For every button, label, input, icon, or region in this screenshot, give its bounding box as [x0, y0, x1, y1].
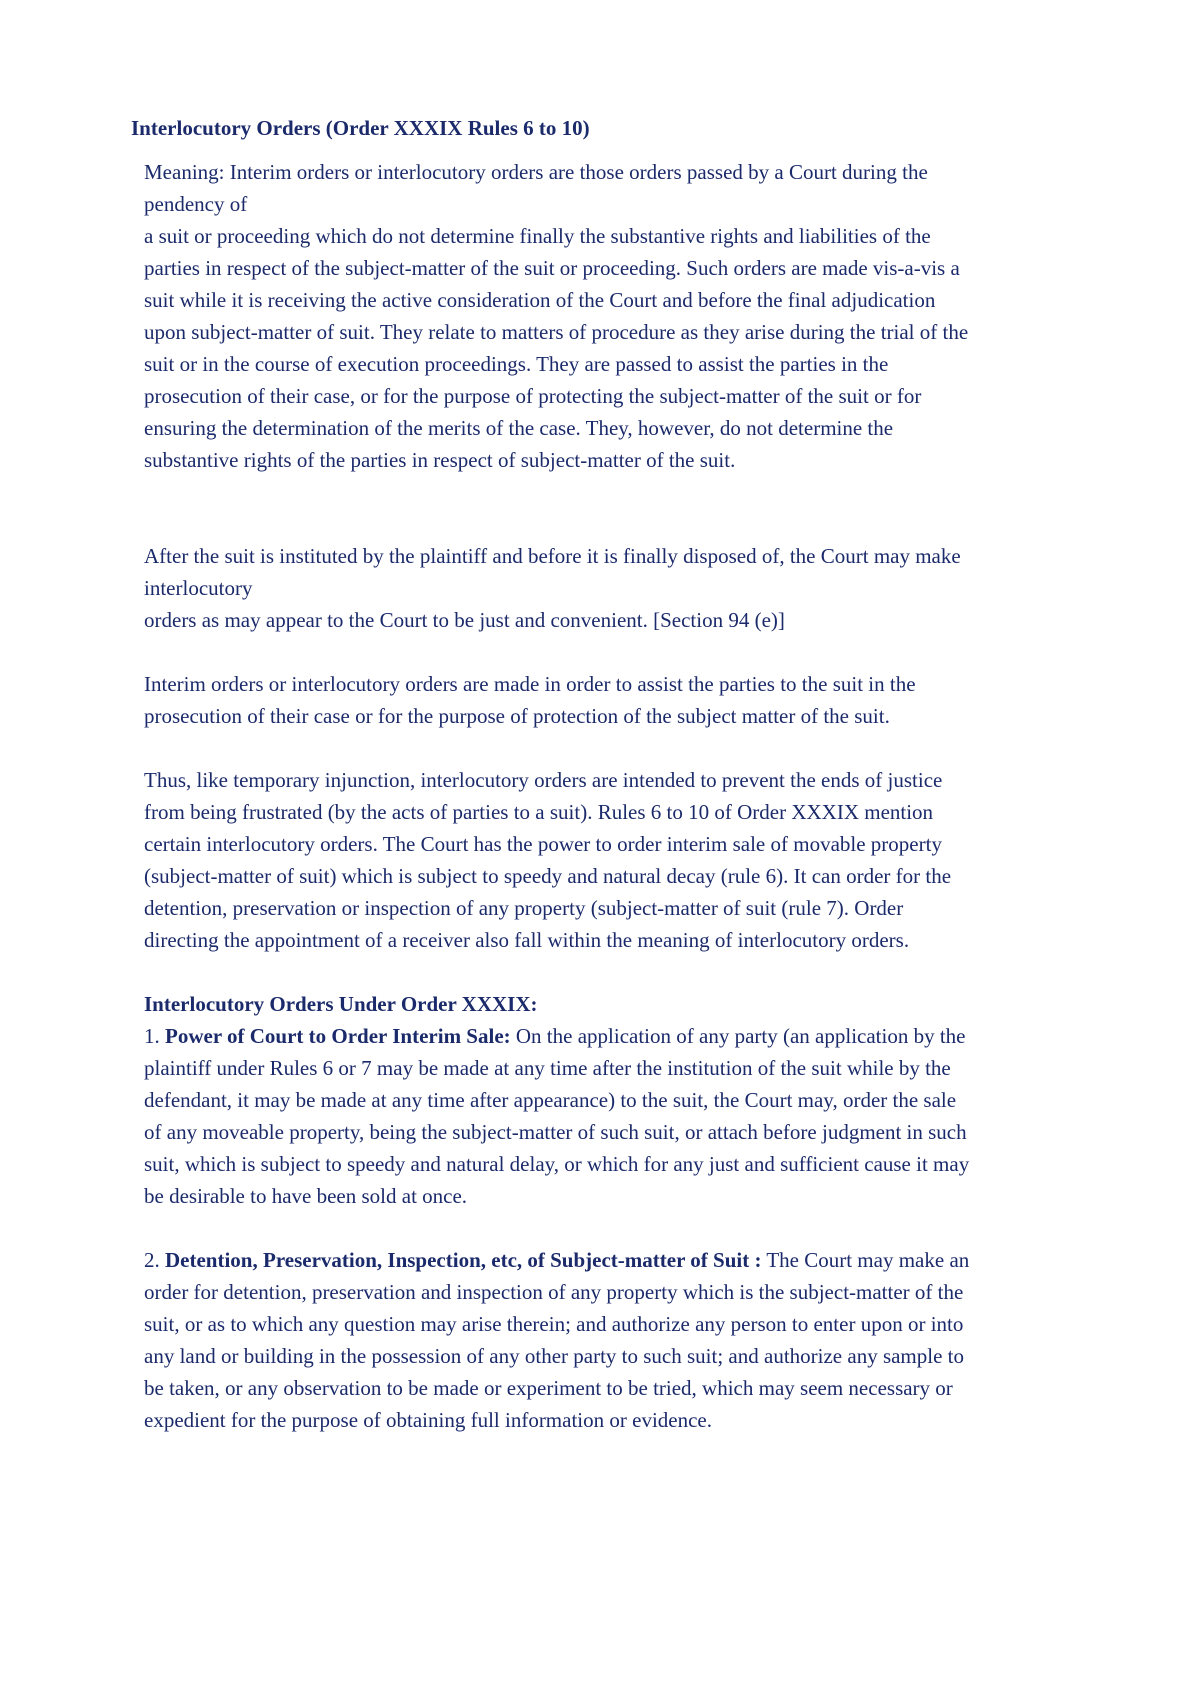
interim-paragraph	[144, 668, 1104, 732]
after-suit-paragraph	[144, 540, 1104, 636]
text-line: order for detention, preservation and inspection of any property which is the subject-matter of the	[144, 1280, 964, 1304]
text-line: ensuring the determination of the merits of the case. They, however, do not determine the	[144, 416, 894, 440]
section-heading	[144, 988, 1104, 1020]
item-heading: Power of Court to Order Interim Sale:	[165, 1024, 511, 1048]
text-line: suit, or as to which any question may arise therein; and authorize any person to enter upon or into	[144, 1312, 964, 1336]
item-1	[144, 1020, 1104, 1212]
meaning-paragraph	[144, 156, 1104, 476]
text-line: of any moveable property, being the subject-matter of such suit, or attach before judgment in such	[144, 1120, 967, 1144]
thus-paragraph	[144, 764, 1104, 956]
item-text: On the application of any party (an application by the	[510, 1024, 966, 1048]
text-line: upon subject-matter of suit. They relate to matters of procedure as they arise during the trial of the	[144, 320, 969, 344]
interim-text	[144, 668, 1104, 732]
text-line: suit or in the course of execution proceedings. They are passed to assist the parties in the	[144, 352, 889, 376]
text-line: plaintiff under Rules 6 or 7 may be made at any time after the institution of the suit while by the	[144, 1056, 951, 1080]
text-line: be desirable to have been sold at once.	[144, 1184, 468, 1208]
text-line: defendant, it may be made at any time after appearance) to the suit, the Court may, order the sale	[144, 1088, 957, 1112]
text-line: prosecution of their case, or for the purpose of protecting the subject-matter of the suit or for	[144, 384, 922, 408]
text-line: prosecution of their case or for the purpose of protection of the subject matter of the suit.	[144, 704, 890, 728]
text-line: (subject-matter of suit) which is subject to speedy and natural decay (rule 6). It can order for the	[144, 864, 952, 888]
text-line: be taken, or any observation to be made or experiment to be tried, which may seem necessary or	[144, 1376, 953, 1400]
item-2-paragraph	[144, 1244, 1104, 1436]
text-line: any land or building in the possession of any other party to such suit; and authorize any sample to	[144, 1344, 965, 1368]
text-line: suit, which is subject to speedy and natural delay, or which for any just and sufficient cause it may	[144, 1152, 970, 1176]
section-heading-text: Interlocutory Orders Under Order XXXIX:	[144, 992, 538, 1016]
text-line: a suit or proceeding which do not determine finally the substantive rights and liabilities of the	[144, 224, 931, 248]
thus-text	[144, 764, 1104, 956]
item-text: The Court may make an	[761, 1248, 970, 1272]
text-line: suit while it is receiving the active consideration of the Court and before the final adjudication	[144, 288, 936, 312]
text-line: pendency of	[144, 192, 248, 216]
text-line: detention, preservation or inspection of any property (subject-matter of suit (rule 7). Order	[144, 896, 904, 920]
document-title: Interlocutory Orders (Order XXXIX Rules 6 to 10)	[131, 116, 590, 140]
text-line: interlocutory	[144, 576, 253, 600]
text-line: certain interlocutory orders. The Court has the power to order interim sale of movable property	[144, 832, 942, 856]
text-line: orders as may appear to the Court to be just and convenient. [Section 94 (e)]	[144, 608, 785, 632]
text-line: After the suit is instituted by the plaintiff and before it is finally disposed of, the Court may make	[144, 544, 961, 568]
meaning-text	[144, 156, 1104, 476]
text-line: parties in respect of the subject-matter of the suit or proceeding. Such orders are made vis-a-vis a	[144, 256, 960, 280]
text-line: Thus, like temporary injunction, interlocutory orders are intended to prevent the ends of justice	[144, 768, 943, 792]
text-line: Meaning: Interim orders or interlocutory orders are those orders passed by a Court during the	[144, 160, 928, 184]
text-line: Interim orders or interlocutory orders are made in order to assist the parties to the suit in the	[144, 672, 916, 696]
item-number: 2.	[144, 1248, 165, 1272]
item-2	[144, 1244, 1104, 1436]
text-line: from being frustrated (by the acts of parties to a suit). Rules 6 to 10 of Order XXXIX mention	[144, 800, 934, 824]
item-heading: Detention, Preservation, Inspection, etc, of Subject-matter of Suit :	[165, 1248, 762, 1272]
text-line: substantive rights of the parties in respect of subject-matter of the suit.	[144, 448, 736, 472]
item-1-first-line	[144, 1020, 1104, 1052]
text-line: expedient for the purpose of obtaining full information or evidence.	[144, 1408, 712, 1432]
item-number: 1.	[144, 1024, 165, 1048]
item-2-first-line	[144, 1244, 1104, 1276]
after-suit-text	[144, 540, 1104, 636]
orders-section	[144, 988, 1104, 1212]
text-line: directing the appointment of a receiver also fall within the meaning of interlocutory orders.	[144, 928, 910, 952]
